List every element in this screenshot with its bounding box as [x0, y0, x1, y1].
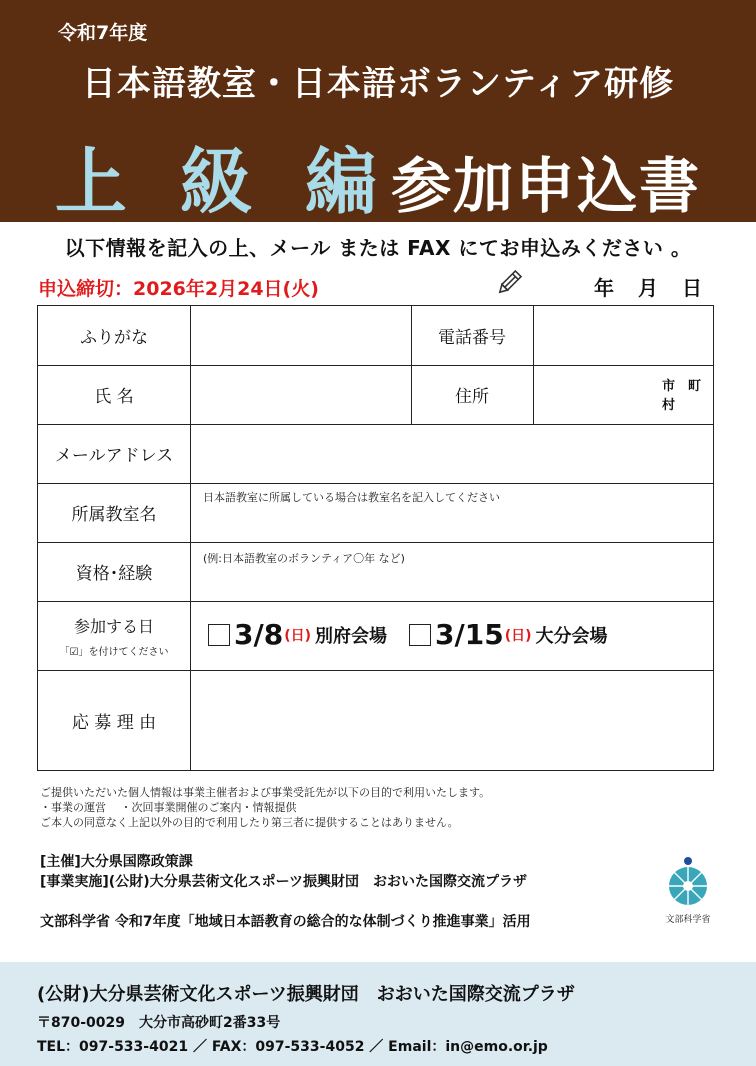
option-oita-dow: (日) — [504, 627, 532, 644]
address-input[interactable] — [534, 365, 713, 424]
date-fields — [594, 272, 726, 301]
date-year-field[interactable]: 年 — [594, 276, 614, 300]
page-title — [0, 124, 756, 228]
qualification-label: 資格･経験 — [75, 564, 153, 584]
fiscal-year: 令和7年度 — [58, 22, 148, 44]
furigana-input[interactable] — [191, 306, 411, 365]
footer-address: 〒870-0029 大分市高砂町2番33号 — [37, 1015, 281, 1031]
email-label: メールアドレス — [54, 446, 174, 466]
checkbox-oita[interactable] — [409, 624, 431, 646]
classroom-hint: 日本語教室に所属している場合は教室名を記入してください — [203, 491, 500, 504]
phone-input[interactable] — [534, 306, 713, 365]
option-beppu-date: 3/8 — [234, 618, 284, 651]
address-village-suffix: 村 — [662, 398, 676, 413]
date-month-field[interactable]: 月 — [638, 276, 658, 300]
reason-label: 応 募 理 由 — [71, 712, 157, 733]
attend-label: 参加する日 — [73, 617, 154, 636]
address-city-suffix: 市 — [662, 379, 676, 394]
attend-options — [208, 618, 607, 651]
mext-logo-label: 文部科学省 — [665, 915, 711, 925]
classroom-label: 所属教室名 — [71, 505, 157, 525]
furigana-label: ふりがな — [80, 328, 148, 348]
phone-label: 電話番号 — [438, 328, 506, 348]
name-input[interactable] — [191, 365, 411, 424]
classroom-input[interactable] — [191, 483, 713, 542]
option-beppu-venue: 別府会場 — [315, 625, 387, 647]
date-day-field[interactable]: 日 — [682, 276, 702, 300]
attend-hint: 「☑」を付けてください — [59, 647, 169, 658]
checkbox-beppu[interactable] — [208, 624, 230, 646]
footer-org-name: (公財)大分県芸術文化スポーツ振興財団 おおいた国際交流プラザ — [37, 984, 575, 1005]
mext-funding-note: 文部科学省 令和7年度「地域日本語教育の総合的な体制づくり推進事業」活用 — [40, 914, 531, 930]
reason-input[interactable] — [191, 670, 713, 770]
instruction-text: 以下情報を記入の上、メール または FAX にてお申込みください 。 — [64, 236, 692, 260]
name-label: 氏 名 — [94, 387, 134, 407]
privacy-line: ご本人の同意なく上記以外の目的で利用したり第三者に提供することはありません。 — [40, 816, 459, 829]
privacy-line: ご提供いただいた個人情報は事業主催者および事業受託先が以下の目的で利用いたします。 — [40, 786, 491, 799]
privacy-notice — [40, 785, 490, 830]
option-oita-venue: 大分会場 — [535, 625, 608, 647]
pencil-icon — [494, 268, 524, 298]
title-level: 上 級 編 — [54, 140, 392, 224]
option-beppu-dow: (日) — [284, 627, 311, 644]
footer-contact: TEL：097-533-4021 ／ FAX：097-533-4052 ／ Email：in@emo.or.jp — [37, 1039, 548, 1055]
event-subtitle: 日本語教室・日本語ボランティア研修 — [81, 64, 675, 104]
organizers — [40, 852, 527, 892]
application-form — [37, 305, 714, 771]
address-town-suffix: 町 — [688, 379, 702, 394]
title-form: 参加申込書 — [391, 152, 702, 222]
header-banner — [0, 0, 756, 222]
attend-label-cell — [38, 601, 190, 670]
privacy-line: ・事業の運営 ・次回事業開催のご案内・情報提供 — [40, 801, 297, 814]
address-label: 住所 — [455, 387, 489, 407]
deadline-text: 申込締切：2026年2月24日(火) — [38, 278, 319, 300]
qualification-input[interactable] — [191, 542, 713, 601]
implementing-organizer: [事業実施](公財)大分県芸術文化スポーツ振興財団 おおいた国際交流プラザ — [40, 874, 528, 890]
option-oita-date: 3/15 — [435, 618, 504, 651]
email-input[interactable] — [191, 424, 713, 483]
mext-logo — [662, 856, 714, 928]
footer — [0, 962, 756, 1066]
host-organizer: [主催]大分県国際政策課 — [40, 854, 193, 870]
qualification-hint: (例:日本語教室のボランティア〇年 など) — [203, 552, 405, 565]
